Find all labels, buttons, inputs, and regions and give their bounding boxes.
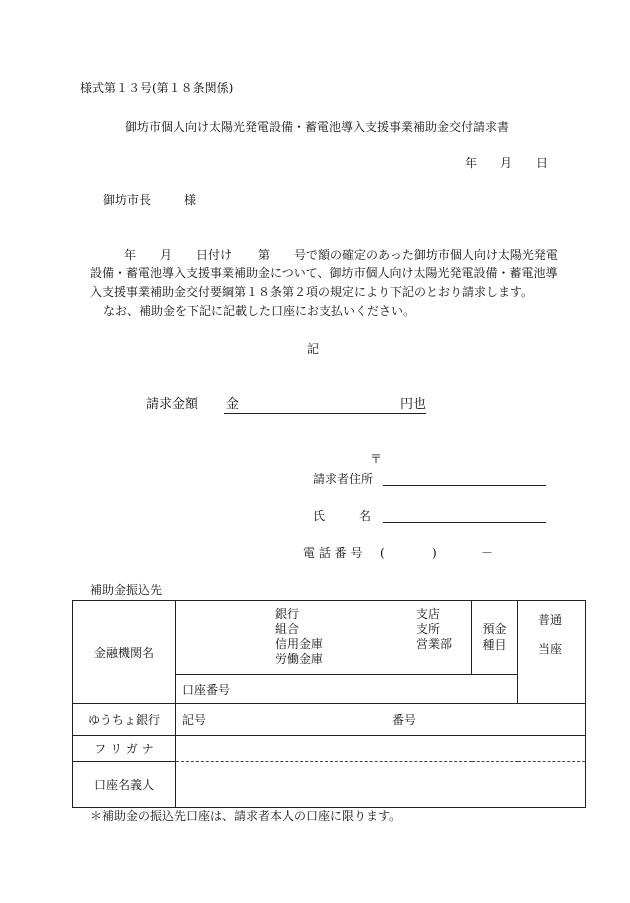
amount-prefix: 金 [226, 397, 240, 412]
date-year: 年 [465, 156, 478, 170]
phone-open-paren: ( [380, 546, 385, 560]
body-year: 年 [124, 248, 137, 262]
date-month: 月 [500, 156, 513, 170]
institution-name-cell[interactable] [176, 601, 472, 675]
name-label-1: 氏 [313, 509, 326, 523]
footnote: ＊補助金の振込先口座は、請求者本人の口座に限ります。 [90, 809, 402, 823]
institution-label-cell [73, 601, 176, 704]
name-label-2: 名 [359, 509, 372, 523]
yucho-label: ゆうちょ銀行 [87, 713, 160, 727]
phone-close-paren: ) [432, 546, 437, 560]
branch-shiten: 支店 [416, 607, 441, 621]
number-label: 番号 [392, 713, 417, 727]
yucho-field-cell[interactable] [176, 704, 586, 736]
deposit-label-2: 種目 [482, 637, 507, 652]
name-field[interactable] [383, 522, 546, 523]
type-bank: 銀行 [275, 607, 300, 621]
postal-mark: 〒 [370, 452, 383, 466]
symbol-label: 記号 [182, 713, 207, 727]
body-line2: 設備・蓄電池導入支援事業補助金について、御坊市個人向け太陽光発電設備・蓄電池導 [90, 266, 558, 280]
document-title: 御坊市個人向け太陽光発電設備・蓄電池導入支援事業補助金交付請求書 [125, 120, 510, 134]
account-number-cell[interactable] [176, 675, 518, 704]
yucho-label-cell [73, 704, 176, 736]
institution-label: 金融機関名 [93, 645, 154, 660]
addressee-name: 御坊市長 [103, 193, 152, 207]
furigana-field[interactable] [176, 736, 586, 762]
branch-eigyobu: 営業部 [416, 637, 453, 651]
type-shinkin: 信用金庫 [275, 637, 324, 651]
deposit-option-futsu[interactable]: 普通 [538, 613, 563, 627]
holder-label-cell [73, 762, 176, 808]
phone-label: 電 話 番 号 [303, 546, 363, 560]
body-line1-rest: 号で額の確定のあった御坊市個人向け太陽光発電 [294, 248, 558, 262]
type-union: 組合 [275, 622, 300, 636]
branch-shisho: 支所 [416, 622, 441, 636]
deposit-type-options-cell[interactable] [518, 601, 586, 704]
date-day: 日 [536, 156, 549, 170]
type-rokin: 労働金庫 [275, 652, 324, 666]
deposit-label-1: 預金 [482, 621, 507, 636]
furigana-label: フ リ ガ ナ [94, 742, 154, 756]
body-day: 日付け [196, 248, 233, 262]
ki-mark: 記 [307, 342, 320, 356]
body-month: 月 [160, 248, 173, 262]
amount-label: 請求金額 [146, 397, 199, 412]
form-number: 様式第１３号(第１８条関係) [80, 81, 234, 95]
body-line3: 入支援事業補助金交付要綱第１８条第２項の規定により下記のとおり請求します。 [90, 285, 534, 299]
account-number-label: 口座番号 [182, 682, 231, 697]
body-line4: なお、補助金を下記に記載した口座にお支払いください。 [103, 304, 416, 318]
amount-underline[interactable] [224, 413, 426, 414]
deposit-type-label-cell [472, 601, 518, 675]
holder-label: 口座名義人 [93, 778, 154, 792]
bank-table [72, 600, 586, 808]
holder-field[interactable] [176, 762, 586, 808]
bank-section-title: 補助金振込先 [90, 583, 163, 597]
furigana-label-cell [73, 736, 176, 762]
body-no: 第 [258, 248, 271, 262]
deposit-option-toza[interactable]: 当座 [538, 642, 563, 656]
addressee-honorific: 様 [184, 193, 197, 207]
address-field[interactable] [383, 485, 546, 486]
phone-dash: － [481, 546, 494, 560]
address-label: 請求者住所 [313, 472, 374, 486]
amount-suffix: 円也 [400, 397, 427, 412]
